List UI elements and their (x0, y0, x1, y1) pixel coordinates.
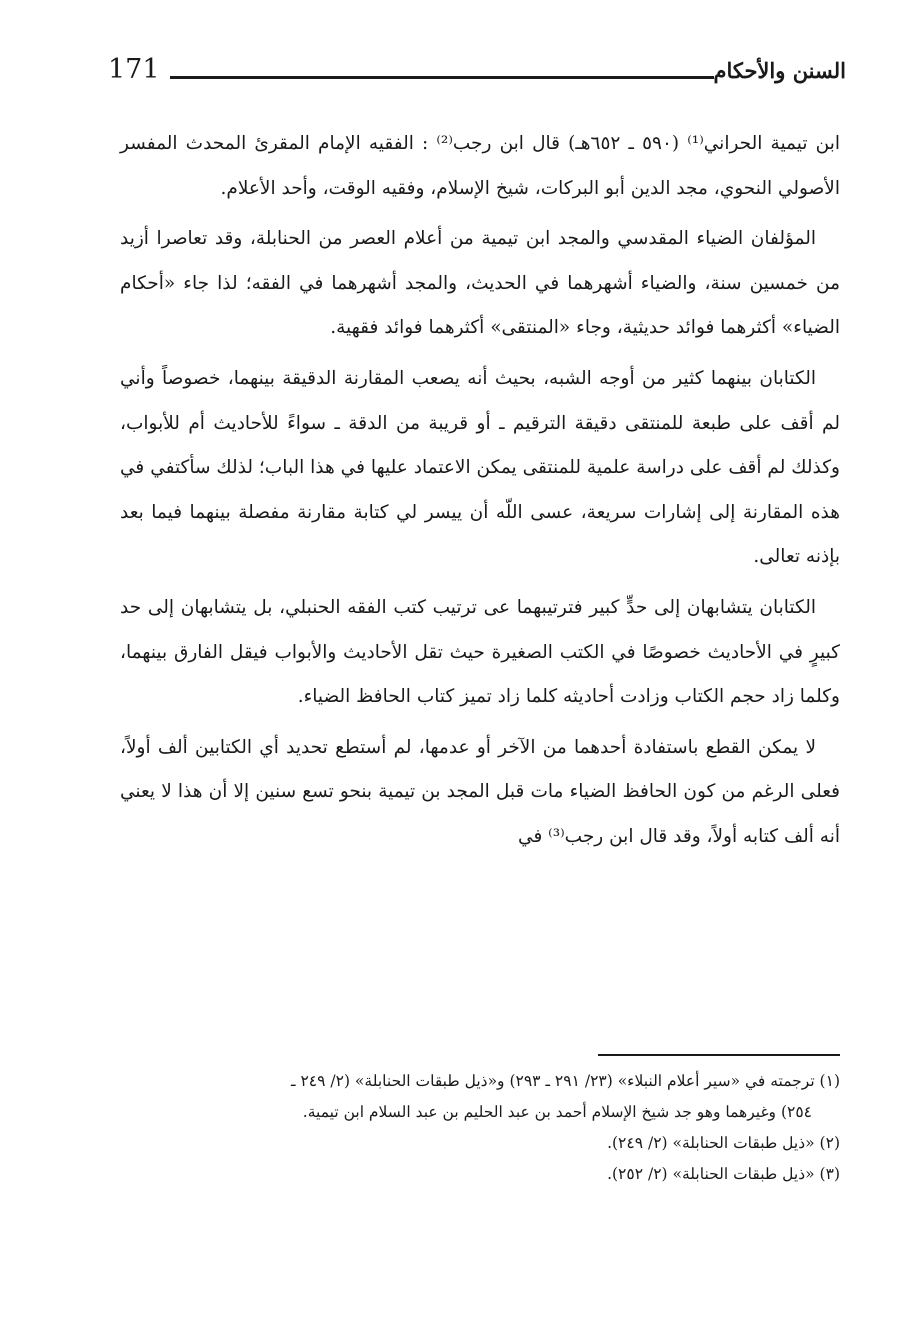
running-title: السنن والأحكام (713, 58, 846, 83)
paragraph: لا يمكن القطع باستفادة أحدهما من الآخر أو عدمها، لم أستطع تحديد أي الكتابين ألف أولاً، فعلى الرغم من كون الحافظ الضياء مات قبل المجد بن تيمية بنحو تسع سنين إلا أن هذا لا يعني أنه ألف كتابه أولاً، وقد قال ابن رجب⁽³⁾ في (120, 736, 840, 847)
footnote-1: (١) ترجمته في «سير أعلام النبلاء» (٢٣/ ٢٩١ ـ ٢٩٣) و«ذيل طبقات الحنابلة» (٢/ ٢٤٩ ـ (291, 1072, 840, 1090)
paragraph: المؤلفان الضياء المقدسي والمجد ابن تيمية من أعلام العصر من الحنابلة، وقد تعاصرا أزيد من خمسين سنة، والضياء أشهرهما في الحديث، والمجد أشهرهما في الفقه؛ لذا جاء «أحكام الضياء» أكثرهما فوائد حديثية، وجاء «المنتقى» أكثرهما فوائد فقهية. (120, 228, 840, 339)
footnote-2: (٢) «ذيل طبقات الحنابلة» (٢/ ٢٤٩). (607, 1134, 840, 1152)
page-header (108, 52, 846, 102)
body-text (120, 122, 840, 866)
footnote-separator (598, 1054, 840, 1056)
paragraph: ابن تيمية الحراني⁽¹⁾ (٥٩٠ ـ ٦٥٢هـ) قال ابن رجب⁽²⁾ : الفقيه الإمام المقرئ المحدث المفسر الأصولي النحوي، مجد الدين أبو البركات، شيخ الإسلام، وفقيه الوقت، وأحد الأعلام. (120, 133, 840, 199)
paragraph: الكتابان يتشابهان إلى حدٍّ كبير فترتيبهما عى ترتيب كتب الفقه الحنبلي، بل يتشابهان إلى حد كبيرٍ في الأحاديث خصوصًا في الكتب الصغيرة حيث تقل الأحاديث والأبواب فيقل الفارق بينهما، وكلما زاد حجم الكتاب وزادت أحاديثه كلما زاد تميز كتاب الحافظ الضياء. (120, 596, 840, 708)
footnotes (118, 1066, 840, 1190)
page-number: 171 (108, 54, 160, 85)
paragraph: الكتابان بينهما كثير من أوجه الشبه، بحيث أنه يصعب المقارنة الدقيقة بينهما، خصوصاً وأني لم أقف على طبعة للمنتقى دقيقة الترقيم ـ أو قريبة من الدقة ـ سواءً للأحاديث أم للأبواب، وكذلك لم أقف على دراسة علمية للمنتقى يمكن الاعتماد عليها في هذا الباب؛ لذلك سأكتفي في هذه المقارنة إلى إشارات سريعة، عسى اللّه أن ييسر لي كتابة مقارنة مفصلة بينهما فيما بعد بإذنه تعالى. (120, 367, 840, 568)
footnote-1-continuation: ٢٥٤) وغيرهما وهو جد شيخ الإسلام أحمد بن عبد الحليم بن عبد السلام ابن تيمية. (302, 1103, 812, 1121)
header-rule (170, 76, 714, 79)
footnote-3: (٣) «ذيل طبقات الحنابلة» (٢/ ٢٥٢). (607, 1165, 840, 1183)
